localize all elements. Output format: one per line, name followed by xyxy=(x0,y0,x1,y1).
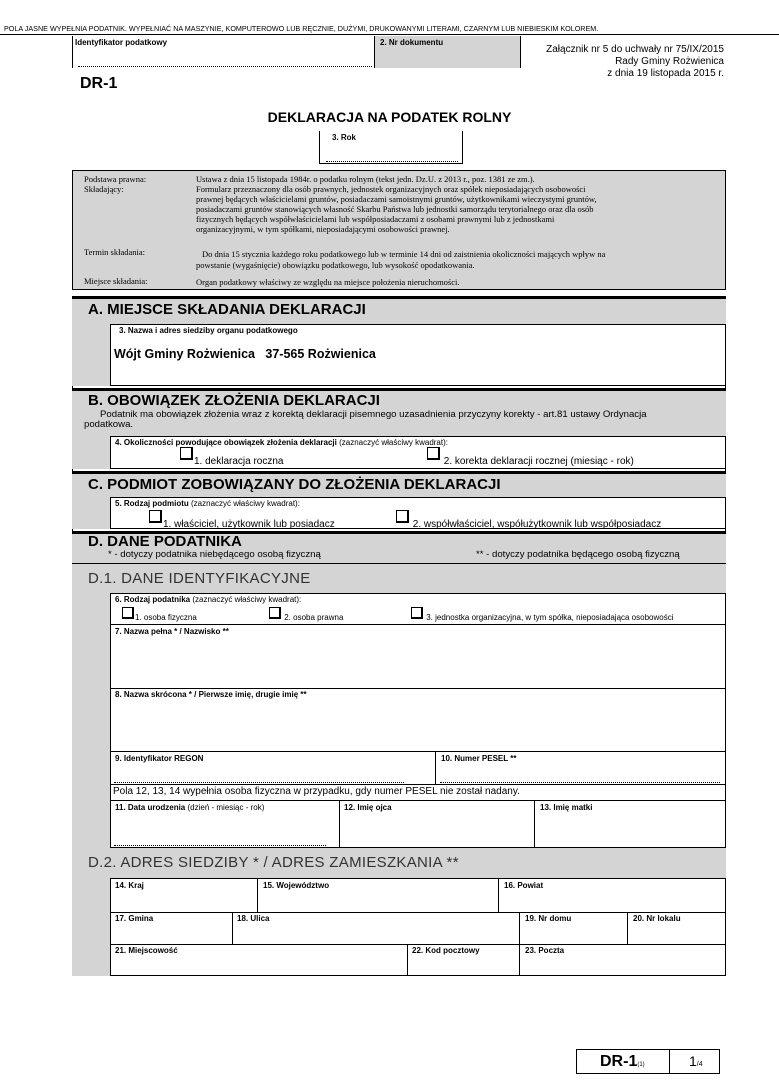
locality-label: 21. Miejscowość xyxy=(115,946,178,955)
province-label: 15. Województwo xyxy=(263,881,330,890)
regon-dotline xyxy=(114,782,404,783)
municipality-label: 17. Gmina xyxy=(115,914,154,923)
checkbox-co-owner[interactable] xyxy=(396,510,409,523)
section-b-note-line2: podatkowa. xyxy=(84,419,134,430)
street-label: 18. Ulica xyxy=(237,914,270,923)
entity-type-label-text: 5. Rodzaj podmiotu xyxy=(115,499,189,508)
taxpayer-type-hint: (zaznaczyć właściwy kwadrat): xyxy=(192,595,302,604)
top-rule xyxy=(0,34,779,35)
deadline-label: Termin składania: xyxy=(84,247,146,257)
entity-type-label xyxy=(115,499,300,508)
note-natural-person: ** - dotyczy podatnika będącego osobą fizyczną xyxy=(476,549,680,560)
option-correction-label: 2. korekta deklaracji rocznej (miesiąc - rok) xyxy=(443,456,634,467)
pesel-label: 10. Numer PESEL ** xyxy=(441,754,517,763)
form-code: DR-1 xyxy=(80,75,118,92)
footer-code-sub: (1) xyxy=(637,1062,645,1068)
footer-page-total: /4 xyxy=(696,1061,703,1068)
place-label: Miejsce składania: xyxy=(84,276,148,286)
filer-line1: Formularz przeznaczony dla osób prawnych, jednostek organizacyjnych oraz spółek nieposiadających osobowości xyxy=(196,184,586,194)
section-d-title: D. DANE PODATNIKA xyxy=(88,533,242,550)
d1-indent xyxy=(72,593,110,848)
d2-indent xyxy=(72,878,110,976)
fill-instruction: POLA JASNE WYPEŁNIA PODATNIK. WYPEŁNIAĆ NA MASZYNIE, KOMPUTEROWO LUB RĘCZNIE, DUŻYMI, DRUKOWANYMI LITERAMI, CZARNYM LUB NIEBIESKIM KOLOREM. xyxy=(4,24,599,33)
tax-office-value: Wójt Gminy Rożwienica 37-565 Rożwienica xyxy=(114,347,376,361)
house-number-label: 19. Nr domu xyxy=(525,914,572,923)
footer-divider xyxy=(669,1049,670,1074)
option-annual[interactable] xyxy=(180,447,284,467)
filer-line4: fizycznych będących współwłaścicielami lub współposiadaczami z osobami prawnymi lub z jednostkami xyxy=(196,214,555,224)
section-c-indent xyxy=(72,497,110,529)
basis-label: Podstawa prawna: xyxy=(84,174,147,184)
mother-name-label: 13. Imię matki xyxy=(540,803,593,812)
checkbox-natural-person[interactable] xyxy=(122,607,134,619)
birth-date-hint: (dzień - miesiąc - rok) xyxy=(187,803,265,812)
checkbox-annual[interactable] xyxy=(180,447,193,460)
short-name-label: 8. Nazwa skrócona * / Pierwsze imię, drugie imię ** xyxy=(115,690,307,699)
attachment-line3: z dnia 19 listopada 2015 r. xyxy=(607,68,724,79)
section-b-indent xyxy=(72,436,110,469)
taxpayer-type-label xyxy=(115,595,301,604)
place-text: Organ podatkowy właściwy ze względu na miejsce położenia nieruchomości. xyxy=(196,277,460,287)
street-field[interactable] xyxy=(232,912,520,945)
footer-code: DR-1 xyxy=(600,1053,638,1070)
option-owner-label: 1. właściciel, użytkownik lub posiadacz xyxy=(163,519,335,530)
basis-text: Ustawa z dnia 15 listopada 1984r. o podatku rolnym (tekst jedn. Dz.U. z 2013 r., poz. 1381 ze zm.). xyxy=(196,174,535,184)
filer-line5: organizacyjnymi, w tym spółkami, nieposiadającymi osobowości prawnej. xyxy=(196,224,450,234)
option-organizational-unit-label: 3. jednostka organizacyjna, w tym spółka, nieposiadająca osobowości xyxy=(426,613,674,622)
option-organizational-unit[interactable] xyxy=(411,607,673,620)
note-legal-entity: * - dotyczy podatnika niebędącego osobą fizyczną xyxy=(108,549,321,560)
birth-date-label-text: 11. Data urodzenia xyxy=(115,803,186,812)
doc-number-label: 2. Nr dokumentu xyxy=(380,38,444,47)
pesel-note: Pola 12, 13, 14 wypełnia osoba fizyczna w przypadku, gdy numer PESEL nie został nadany. xyxy=(113,786,520,797)
option-natural-person[interactable] xyxy=(122,607,197,620)
attachment-line2: Rady Gminy Rożwienica xyxy=(615,56,724,67)
section-b-title: B. OBOWIĄZEK ZŁOŻENIA DEKLARACJI xyxy=(88,392,380,409)
obligation-label xyxy=(115,438,448,447)
option-annual-label: 1. deklaracja roczna xyxy=(194,456,284,467)
section-a-title: A. MIEJSCE SKŁADANIA DEKLARACJI xyxy=(88,301,366,318)
obligation-hint: (zaznaczyć właściwy kwadrat): xyxy=(339,438,448,447)
option-co-owner-label: 2. współwłaściciel, współużytkownik lub współposiadacz xyxy=(412,519,662,530)
post-office-label: 23. Poczta xyxy=(525,946,565,955)
tax-office-label: 3. Nazwa i adres siedziby organu podatkowego xyxy=(119,326,298,335)
section-a-indent xyxy=(72,324,110,386)
regon-label: 9. Identyfikator REGON xyxy=(115,754,204,763)
pesel-dotline xyxy=(440,782,720,783)
section-b-note-line1: Podatnik ma obowiązek złożenia wraz z korektą deklaracji pisemnego uzasadnienia przyczyny korekty - art.81 ustawy Ordynacja xyxy=(100,409,647,420)
checkbox-correction[interactable] xyxy=(427,447,440,460)
option-legal-person[interactable] xyxy=(269,607,343,620)
entity-type-hint: (zaznaczyć właściwy kwadrat): xyxy=(191,499,300,508)
full-name-label: 7. Nazwa pełna * / Nazwisko ** xyxy=(115,627,229,636)
page-title: DEKLARACJA NA PODATEK ROLNY xyxy=(267,109,512,125)
father-name-label: 12. Imię ojca xyxy=(344,803,392,812)
id-dotline xyxy=(78,66,372,67)
postal-code-label: 22. Kod pocztowy xyxy=(412,946,480,955)
footer-page: 1 xyxy=(689,1053,697,1069)
attachment-line1: Załącznik nr 5 do uchwały nr 75/IX/2015 xyxy=(546,44,724,55)
birth-date-dotline xyxy=(114,845,326,846)
deadline-line2: powstanie (wygaśnięcie) obowiązku podatkowego, lub wysokość opodatkowania. xyxy=(196,260,475,270)
footer-page-number xyxy=(689,1053,703,1069)
county-label: 16. Powiat xyxy=(504,881,544,890)
obligation-label-text: 4. Okoliczności powodujące obowiązek złożenia deklaracji xyxy=(115,438,337,447)
filer-line3: posiadaczami gruntów stanowiących własność Skarbu Państwa lub jednostki samorządu terytorialnego oraz dla osób xyxy=(196,204,594,214)
birth-date-label xyxy=(115,803,264,812)
option-natural-person-label: 1. osoba fizyczna xyxy=(135,613,197,622)
filer-line2: prawnej będących właścicielami gruntów, posiadaczami samoistnymi gruntów, użytkownikami wieczystymi gruntów, xyxy=(196,194,597,204)
year-dotline xyxy=(326,161,458,162)
footer-form-code xyxy=(600,1053,645,1071)
option-co-owner[interactable] xyxy=(396,510,662,530)
checkbox-organizational-unit[interactable] xyxy=(411,607,423,619)
filer-label: Składający: xyxy=(84,184,124,194)
apartment-number-label: 20. Nr lokalu xyxy=(633,914,681,923)
section-c-title: C. PODMIOT ZOBOWIĄZANY DO ZŁOŻENIA DEKLARACJI xyxy=(88,476,501,493)
d1-title: D.1. DANE IDENTYFIKACYJNE xyxy=(88,570,311,587)
year-label: 3. Rok xyxy=(332,133,357,142)
country-label: 14. Kraj xyxy=(115,881,144,890)
option-owner[interactable] xyxy=(149,510,335,530)
option-correction[interactable] xyxy=(427,447,634,467)
option-legal-person-label: 2. osoba prawna xyxy=(284,613,344,622)
checkbox-owner[interactable] xyxy=(149,510,162,523)
d2-title: D.2. ADRES SIEDZIBY * / ADRES ZAMIESZKANIA ** xyxy=(88,854,459,871)
deadline-line1: Do dnia 15 stycznia każdego roku podatkowego lub w terminie 14 dni od zaistnienia okoliczności mających wpływ na xyxy=(202,249,606,259)
id-label: Identyfikator podatkowy xyxy=(75,38,168,47)
checkbox-legal-person[interactable] xyxy=(269,607,281,619)
taxpayer-type-label-text: 6. Rodzaj podatnika xyxy=(115,595,191,604)
